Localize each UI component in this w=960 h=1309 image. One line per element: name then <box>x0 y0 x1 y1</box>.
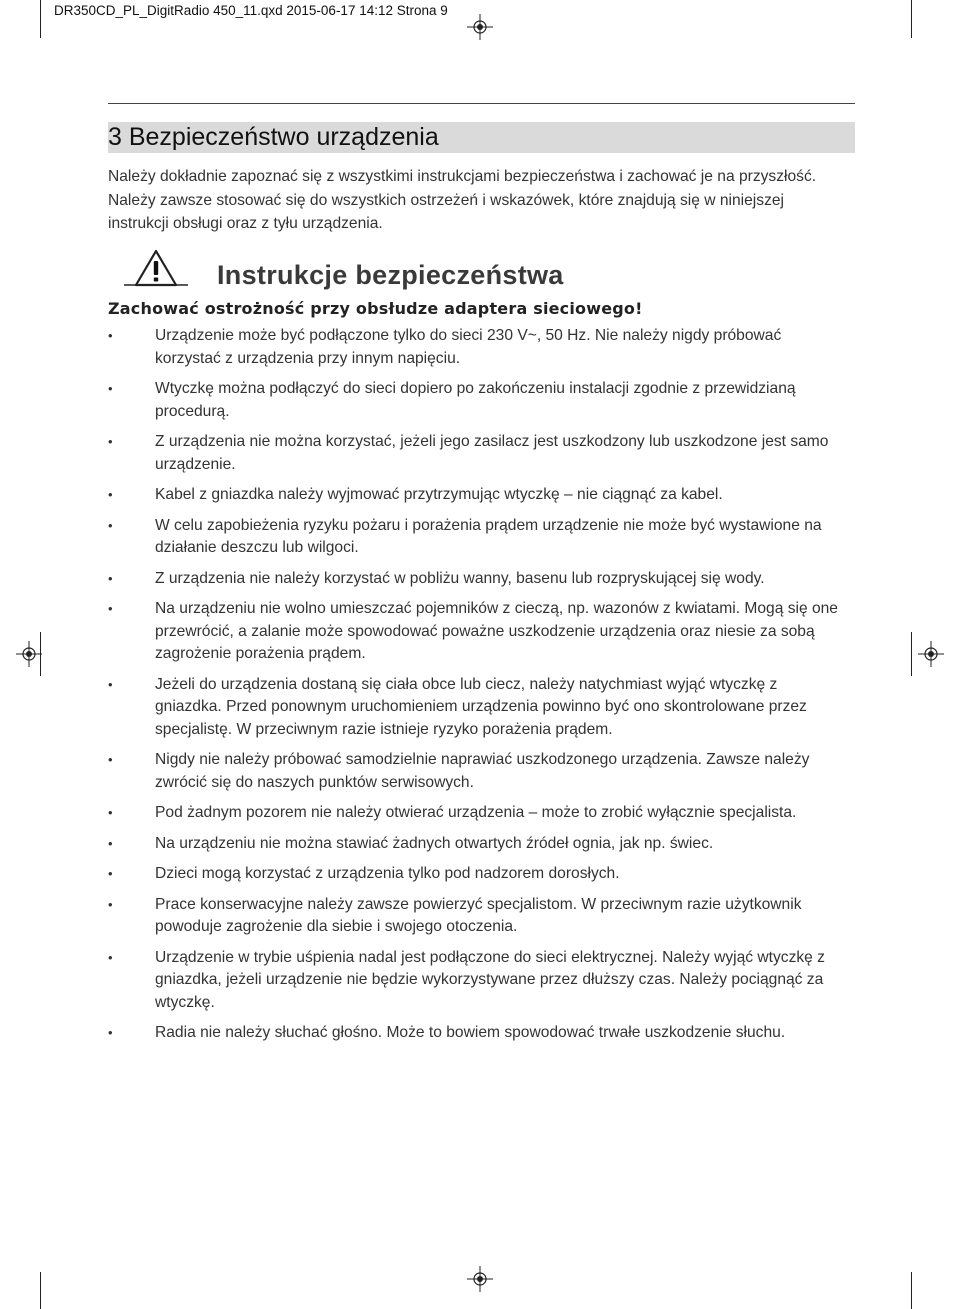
crop-mark-bottom-right <box>911 1272 912 1309</box>
intro-paragraph: Należy dokładnie zapoznać się z wszystkimi instrukcjami bezpieczeństwa i zachować je na przyszłość. Należy zawsze stosować się do wszystkich ostrzeżeń i wskazówek, które znajdują się w niniejszej instrukcji obsługi oraz z tyłu urządzenia. <box>108 168 817 232</box>
section-title: 3 Bezpieczeństwo urządzenia <box>108 123 439 151</box>
list-item: • Prace konserwacyjne należy zawsze powierzyć specjalistom. W przeciwnym razie użytkownik powoduje zagrożenie dla siebie i swojego otoczenia. <box>108 894 848 939</box>
list-item: • Dzieci mogą korzystać z urządzenia tylko pod nadzorem dorosłych. <box>108 863 848 886</box>
list-item: • Radia nie należy słuchać głośno. Może to bowiem spowodować trwałe uszkodzenie słuchu. <box>108 1022 848 1045</box>
list-item: • Nigdy nie należy próbować samodzielnie naprawiać uszkodzonego urządzenia. Zawsze należy zwrócić się do naszych punktów serwisowych. <box>108 749 848 794</box>
list-item: • Na urządzeniu nie można stawiać żadnych otwartych źródeł ognia, jak np. świec. <box>108 833 848 856</box>
list-item: • Na urządzeniu nie wolno umieszczać pojemników z cieczą, np. wazonów z kwiatami. Mogą się one przewrócić, a zalanie może spowodować poważne uszkodzenie urządzenia oraz niesie za sobą zagrożenie porażenia prądem. <box>108 598 848 666</box>
list-item: • Jeżeli do urządzenia dostaną się ciała obce lub ciecz, należy natychmiast wyjąć wtyczkę z gniazdka. Przed ponownym uruchomieniem urządzenia powinno być ono skontrolowane przez specjalistę. W przeciwnym razie istnieje ryzyko porażenia prądem. <box>108 674 848 742</box>
adapter-warning: Zachować ostrożność przy obsłudze adaptera sieciowego! <box>108 299 643 318</box>
list-item: • Z urządzenia nie można korzystać, jeżeli jego zasilacz jest uszkodzony lub uszkodzone jest samo urządzenie. <box>108 431 848 476</box>
list-item: • Wtyczkę można podłączyć do sieci dopiero po zakończeniu instalacji zgodnie z przewidzianą procedurą. <box>108 378 848 423</box>
registration-mark-icon <box>467 1266 493 1292</box>
list-item: • Urządzenie w trybie uśpienia nadal jest podłączone do sieci elektrycznej. Należy wyjąć wtyczkę z gniazdka, jeżeli urządzenie nie będzie wykorzystywane przez dłuższy czas. Należy pociągnąć za wtyczkę. <box>108 947 848 1015</box>
list-item: • Kabel z gniazdka należy wyjmować przytrzymując wtyczkę – nie ciągnąć za kabel. <box>108 484 848 507</box>
crop-mark-top-left <box>40 0 41 38</box>
warning-triangle-icon <box>124 248 188 288</box>
crop-mark-bottom-left <box>40 1272 41 1309</box>
safety-instructions-title: Instrukcje bezpieczeństwa <box>217 260 564 290</box>
crop-mark-right-mid <box>911 632 912 676</box>
list-item: • W celu zapobieżenia ryzyku pożaru i porażenia prądem urządzenie nie może być wystawione na działanie deszczu lub wilgoci. <box>108 515 848 560</box>
registration-mark-icon <box>918 641 944 667</box>
safety-bullet-list <box>108 325 848 1045</box>
list-item: • Z urządzenia nie należy korzystać w pobliżu wanny, basenu lub rozpryskującej się wody. <box>108 568 848 591</box>
registration-mark-icon <box>467 14 493 40</box>
registration-mark-icon <box>16 641 42 667</box>
list-item: • Urządzenie może być podłączone tylko do sieci 230 V~, 50 Hz. Nie należy nigdy próbować korzystać z urządzenia przy innym napięciu. <box>108 325 848 370</box>
list-item: • Pod żadnym pozorem nie należy otwierać urządzenia – może to zrobić wyłącznie specjalista. <box>108 802 848 825</box>
print-slug: DR350CD_PL_DigitRadio 450_11.qxd 2015-06-17 14:12 Strona 9 <box>54 3 448 18</box>
header-rule <box>108 103 855 104</box>
crop-mark-top-right <box>911 0 912 38</box>
